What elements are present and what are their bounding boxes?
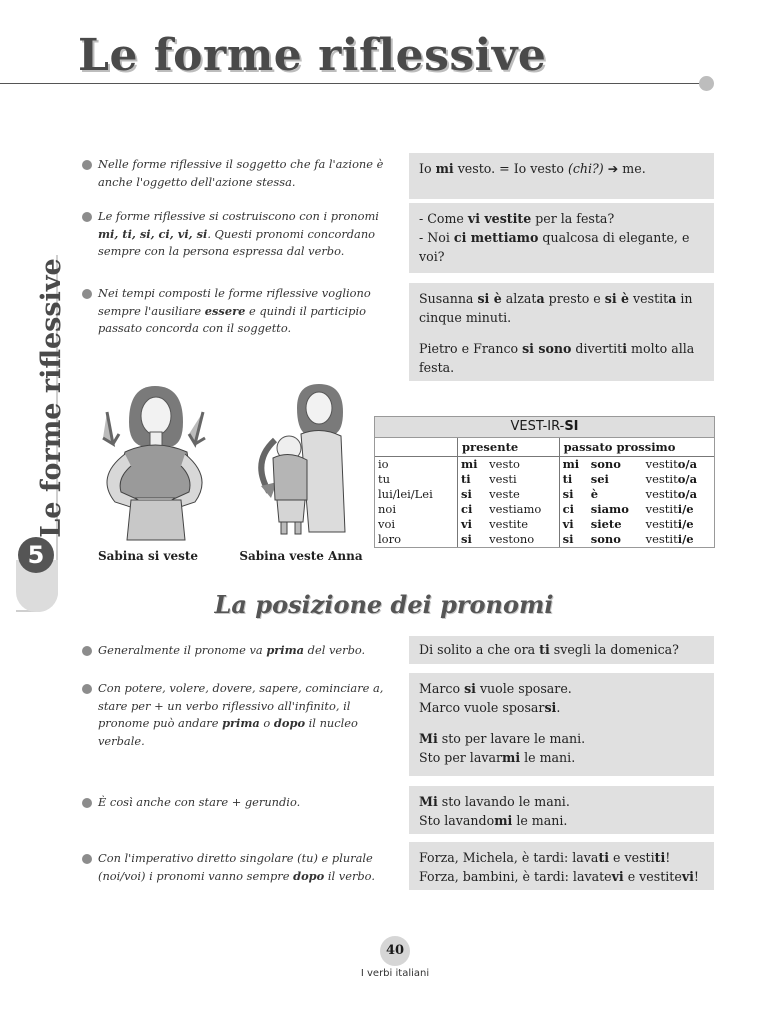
example-line	[419, 209, 704, 228]
text-run: per la festa?	[531, 211, 615, 226]
text-run: molto alla festa.	[419, 341, 695, 375]
participle-ending: i/e	[677, 517, 694, 531]
conjugation-table	[374, 416, 715, 548]
cell-presente-text: veste	[489, 487, 520, 501]
cell-pronoun-text: si	[461, 487, 472, 501]
cell-pp-pronoun	[559, 487, 588, 502]
example-text	[419, 848, 704, 886]
cell-person	[375, 472, 458, 487]
emphasis-text: vi vestite	[467, 211, 532, 226]
cell-person-text: voi	[378, 517, 396, 531]
emphasis-text: mi, ti, si, ci, vi, si	[98, 226, 208, 241]
cell-presente-text: vestono	[489, 532, 535, 546]
rule-item	[98, 285, 393, 338]
cell-presente-text: vesti	[489, 472, 517, 486]
emphasis-text: mi	[502, 750, 521, 765]
example-box	[409, 786, 714, 834]
cell-pronoun	[458, 532, 487, 547]
text-run: Con l'imperativo diretto singolare (tu) e plurale (noi/voi) i pronomi vanno sempre	[98, 851, 373, 883]
text-run: divertit	[571, 341, 623, 356]
emphasis-text: a	[668, 291, 677, 306]
text-run: Con potere, volere, dovere, sapere, cominciare a, stare per + un verbo riflessivo all'infinito, il pronome può andare	[98, 681, 384, 730]
example-line	[419, 679, 704, 698]
cell-presente-text: vesto	[489, 457, 520, 471]
emphasis-text: Mi	[419, 731, 438, 746]
cell-auxiliary	[588, 457, 643, 473]
cell-person	[375, 487, 458, 502]
table-row	[375, 487, 714, 502]
cell-presente	[486, 502, 559, 517]
emphasis-text: essere	[204, 303, 246, 318]
conjugation-title	[375, 417, 714, 438]
bullet-icon	[82, 854, 92, 864]
text-run: Marco vuole sposar	[419, 700, 545, 715]
header-presente: presente	[458, 438, 560, 457]
cell-participle	[643, 532, 714, 547]
text-run: svegli la domenica?	[549, 642, 679, 657]
text-run: Forza, Michela, è tardi: lava	[419, 850, 599, 865]
example-line	[419, 289, 704, 327]
emphasis-text: dopo	[273, 716, 306, 730]
example-text	[419, 209, 704, 266]
participle-stem: vestit	[645, 457, 678, 471]
cell-pronoun	[458, 487, 487, 502]
text-run: - Come	[419, 211, 468, 226]
emphasis-text: ti	[654, 850, 666, 865]
participle-ending: o/a	[677, 472, 698, 486]
example-box	[409, 153, 714, 199]
cell-presente	[486, 472, 559, 487]
chapter-number-badge: 5	[18, 537, 54, 573]
text-run: Forza, bambini, è tardi: lavate	[419, 869, 612, 884]
text-run: e quindi il participio passato concorda con il soggetto.	[98, 303, 366, 335]
cell-auxiliary-text: sono	[590, 532, 621, 546]
bullet-icon	[82, 289, 92, 299]
cell-pp-pronoun	[559, 457, 588, 473]
example-line	[419, 698, 704, 717]
participle-stem: vestit	[645, 517, 678, 531]
example-box	[409, 842, 714, 890]
cell-pronoun-text: ti	[461, 472, 471, 486]
text-run: . Questi pronomi concordano sempre con la persona espressa dal verbo.	[98, 226, 376, 258]
emphasis-text: ci mettiamo	[453, 230, 539, 245]
emphasis-text: prima	[266, 643, 305, 657]
emphasis-text: si	[464, 681, 476, 696]
text-run: qualcosa di elegante, e voi?	[419, 230, 690, 264]
text-run: Sto per lavar	[419, 750, 502, 765]
cell-pp-pronoun-text: ci	[562, 502, 574, 516]
table-row	[375, 457, 714, 473]
text-run: Marco	[419, 681, 465, 696]
page-number: 40	[380, 936, 410, 966]
cell-pp-pronoun	[559, 502, 588, 517]
cell-pp-pronoun-text: mi	[562, 457, 580, 471]
emphasis-text: a	[536, 291, 545, 306]
emphasis-text: vi	[681, 869, 694, 884]
text-run: Nelle forme riflessive il soggetto che fa l'azione è anche l'oggetto dell'azione stessa.	[98, 157, 384, 189]
text-run: - Noi	[419, 230, 454, 245]
cell-participle	[643, 502, 714, 517]
text-run: (chi?)	[567, 161, 604, 176]
text-run: alzat	[501, 291, 537, 306]
emphasis-text: vi	[611, 869, 624, 884]
emphasis-text: Mi	[419, 794, 438, 809]
cell-presente	[486, 532, 559, 547]
text-run: le mani.	[512, 813, 568, 828]
header-passato-prossimo: passato prossimo	[559, 438, 714, 457]
illustration-caption: Sabina si veste	[97, 549, 199, 563]
emphasis-text: i	[622, 341, 628, 356]
example-line	[419, 748, 704, 767]
participle-ending: i/e	[677, 502, 694, 516]
participle-stem: vestit	[645, 472, 678, 486]
line-gap	[419, 327, 704, 339]
rule-text	[98, 209, 379, 258]
header-rule	[0, 83, 706, 84]
participle-ending: i/e	[677, 532, 694, 546]
example-line	[419, 811, 704, 830]
bullet-icon	[82, 212, 92, 222]
emphasis-text: mi	[435, 161, 454, 176]
text-run: Nei tempi composti le forme riflessive vogliono sempre l'ausiliare	[98, 286, 371, 318]
conjugation-body	[375, 457, 714, 548]
cell-auxiliary-text: siamo	[590, 502, 629, 516]
header-person	[375, 438, 458, 457]
text-run: Pietro e Franco	[419, 341, 523, 356]
cell-pronoun	[458, 472, 487, 487]
example-line	[419, 729, 704, 748]
cell-pronoun-text: vi	[461, 517, 473, 531]
text-run: il verbo.	[324, 868, 375, 883]
example-line	[419, 640, 704, 659]
text-run: in cinque minuti.	[419, 291, 693, 325]
woman-dressing-child-illustration	[245, 382, 360, 542]
text-run: !	[665, 850, 671, 865]
cell-pp-pronoun	[559, 532, 588, 547]
text-run: Generalmente il pronome va	[98, 643, 267, 657]
emphasis-text: ti	[598, 850, 610, 865]
table-row	[375, 472, 714, 487]
emphasis-text: si è	[604, 291, 630, 306]
section-heading: La posizione dei pronomi	[214, 590, 554, 619]
example-box	[409, 636, 714, 664]
table-row	[375, 502, 714, 517]
conjugation-title-stem: VEST-IR-	[510, 419, 565, 434]
bullet-icon	[82, 646, 92, 656]
example-line	[419, 228, 704, 266]
emphasis-text: prima	[222, 716, 260, 730]
example-box	[409, 283, 714, 381]
cell-pronoun	[458, 457, 487, 473]
cell-presente	[486, 517, 559, 532]
cell-auxiliary-text: siete	[590, 517, 622, 531]
cell-person-text: lui/lei/Lei	[378, 487, 433, 501]
cell-person-text: tu	[378, 472, 391, 486]
cell-participle	[643, 457, 714, 473]
cell-pp-pronoun-text: ti	[562, 472, 573, 486]
text-run: del verbo.	[304, 643, 366, 657]
text-run: o	[259, 716, 274, 730]
cell-pronoun-text: mi	[461, 457, 478, 471]
cell-auxiliary	[588, 502, 643, 517]
cell-auxiliary-text: sei	[590, 472, 609, 486]
rule-item	[98, 680, 393, 750]
example-text	[419, 679, 704, 767]
example-line	[419, 792, 704, 811]
example-box	[409, 203, 714, 273]
text-run: .	[556, 700, 561, 715]
rule-text	[98, 681, 383, 748]
cell-auxiliary	[588, 517, 643, 532]
cell-participle	[643, 472, 714, 487]
rule-item	[98, 156, 398, 191]
cell-pp-pronoun-text: si	[562, 532, 574, 546]
participle-stem: vestit	[645, 487, 678, 501]
cell-presente-text: vestiamo	[489, 502, 542, 516]
cell-auxiliary	[588, 472, 643, 487]
text-run: sto lavando le mani.	[437, 794, 570, 809]
cell-person	[375, 517, 458, 532]
example-text	[419, 289, 704, 377]
page-title: Le forme riflessive	[78, 30, 547, 81]
text-run: sto per lavare le mani.	[437, 731, 586, 746]
cell-pp-pronoun-text: si	[562, 487, 574, 501]
bullet-icon	[82, 160, 92, 170]
rule-item	[98, 208, 393, 261]
example-line	[419, 339, 704, 377]
cell-person	[375, 502, 458, 517]
text-run: vesto. = Io vesto	[453, 161, 568, 176]
emphasis-text: si	[544, 700, 557, 715]
rule-item	[98, 642, 393, 660]
text-run: presto e	[544, 291, 605, 306]
conjugation-grid	[375, 438, 714, 547]
rule-text	[98, 286, 371, 335]
rule-text	[98, 643, 365, 657]
line-gap	[419, 717, 704, 729]
rule-text	[98, 795, 300, 809]
rule-item	[98, 850, 393, 885]
cell-pp-pronoun-text: vi	[562, 517, 574, 531]
cell-pp-pronoun	[559, 472, 588, 487]
emphasis-text: ti	[539, 642, 550, 657]
emphasis-text: si è	[477, 291, 502, 306]
cell-presente-text: vestite	[489, 517, 529, 531]
cell-auxiliary-text: è	[590, 487, 599, 501]
example-text	[419, 159, 704, 178]
cell-auxiliary	[588, 487, 643, 502]
emphasis-text: dopo	[293, 868, 325, 883]
illustration-caption: Sabina veste Anna	[239, 549, 363, 563]
cell-pp-pronoun	[559, 517, 588, 532]
cell-auxiliary-text: sono	[590, 457, 621, 471]
participle-stem: vestit	[645, 502, 678, 516]
cell-pronoun	[458, 502, 487, 517]
participle-ending: o/a	[677, 487, 698, 501]
example-text	[419, 792, 704, 830]
cell-pronoun	[458, 517, 487, 532]
participle-stem: vestit	[645, 532, 678, 546]
cell-person	[375, 457, 458, 473]
text-run: vestit	[629, 291, 669, 306]
bullet-icon	[82, 684, 92, 694]
bullet-icon	[82, 798, 92, 808]
example-box	[409, 673, 714, 776]
table-row	[375, 532, 714, 547]
rule-text	[98, 157, 383, 189]
emphasis-text: si sono	[522, 341, 572, 356]
rule-item	[98, 794, 393, 812]
cell-auxiliary	[588, 532, 643, 547]
cell-participle	[643, 517, 714, 532]
cell-presente	[486, 487, 559, 502]
text-run: vuole sposare.	[475, 681, 572, 696]
cell-person-text: noi	[378, 502, 397, 516]
cell-presente	[486, 457, 559, 473]
text-run: Sto lavando	[419, 813, 495, 828]
cell-pronoun-text: ci	[461, 502, 473, 516]
header-dot	[699, 76, 714, 91]
text-run: Io	[419, 161, 436, 176]
cell-person	[375, 532, 458, 547]
text-run: le mani.	[520, 750, 576, 765]
book-title: I verbi italiani	[360, 968, 430, 979]
text-run: il nucleo verbale.	[98, 716, 358, 748]
rule-text	[98, 851, 375, 883]
conjugation-title-suffix: SI	[564, 419, 579, 434]
participle-ending: o/a	[677, 457, 698, 471]
text-run: e vesti	[609, 850, 655, 865]
text-run: !	[693, 869, 699, 884]
example-line	[419, 848, 704, 867]
table-row	[375, 517, 714, 532]
cell-pronoun-text: si	[461, 532, 472, 546]
cell-participle	[643, 487, 714, 502]
example-text	[419, 640, 704, 659]
cell-person-text: io	[378, 457, 389, 471]
text-run: ➔ me.	[603, 161, 646, 176]
example-line	[419, 159, 704, 178]
woman-dressing-illustration	[85, 382, 220, 542]
text-run: Di solito a che ora	[419, 642, 540, 657]
text-run: Susanna	[419, 291, 478, 306]
text-run: Le forme riflessive si costruiscono con i pronomi	[98, 209, 379, 223]
emphasis-text: mi	[494, 813, 513, 828]
text-run: e vestite	[623, 869, 682, 884]
example-line	[419, 867, 704, 886]
side-tab-label: Le forme riflessive	[36, 258, 67, 538]
text-run: È così anche con stare + gerundio.	[98, 795, 301, 809]
cell-person-text: loro	[378, 532, 402, 546]
